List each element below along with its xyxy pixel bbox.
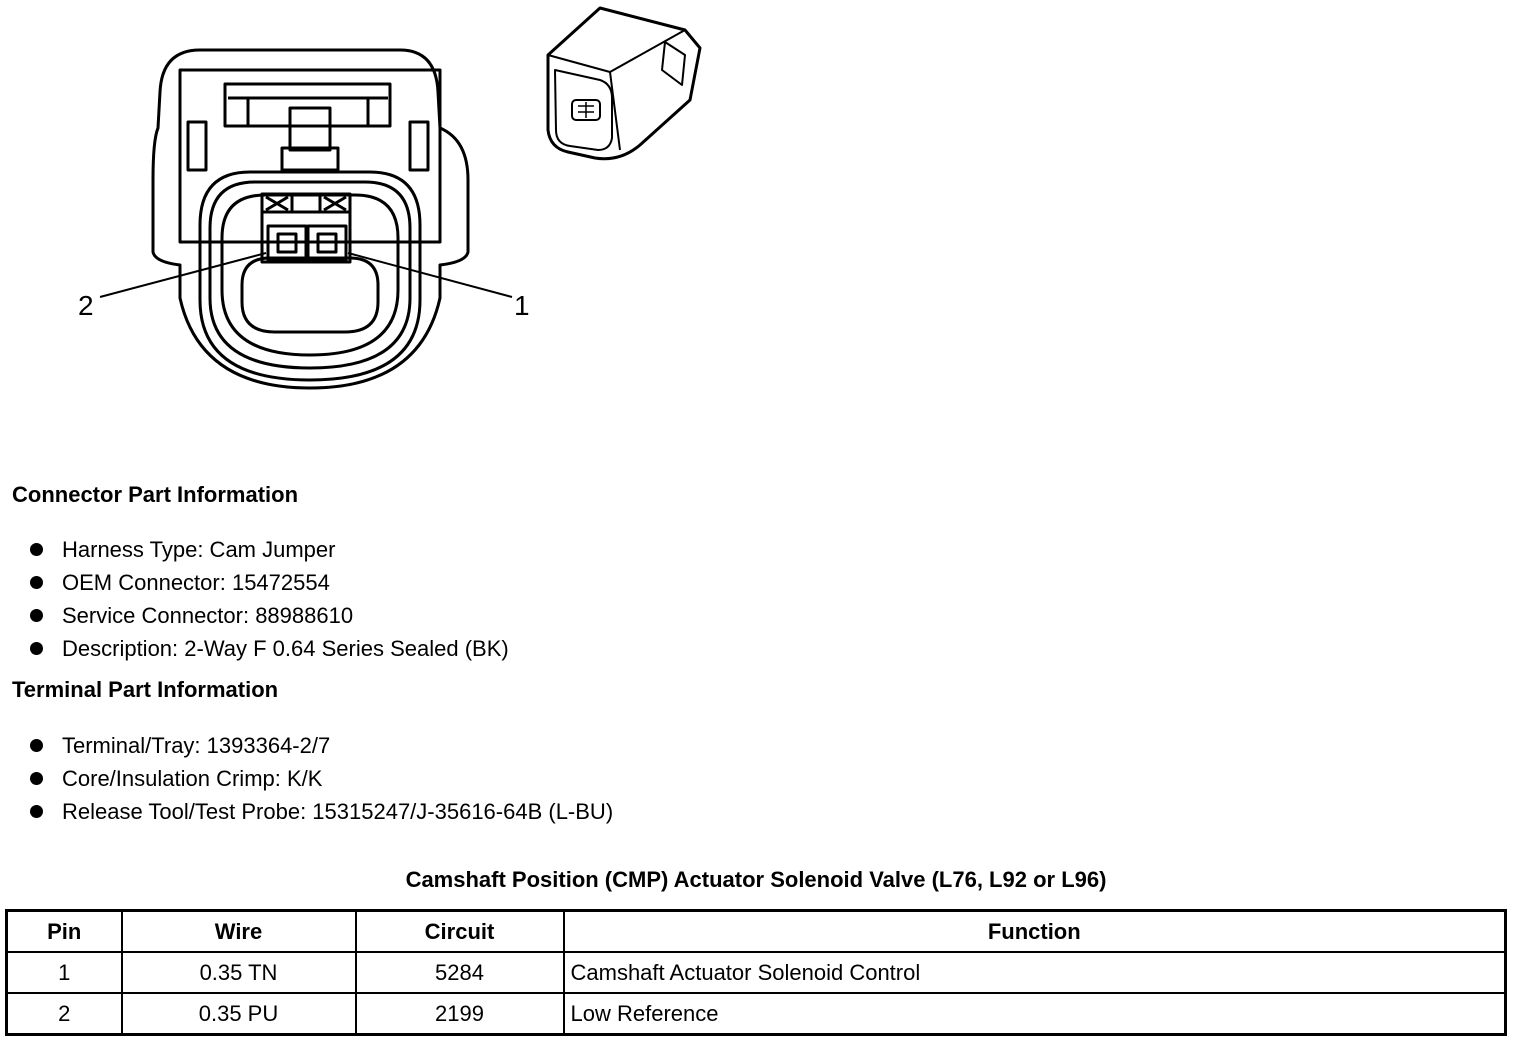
right-side-slot (410, 122, 428, 170)
connector-info-list (30, 533, 509, 665)
column-header-circuit: Circuit (356, 911, 564, 953)
table-header-row (7, 911, 1506, 953)
bullet-icon (30, 576, 43, 589)
housing-top-plate (180, 70, 440, 242)
pin-1-callout: 1 (514, 290, 530, 321)
latch-bar (228, 98, 388, 126)
terminal-info-heading: Terminal Part Information (12, 677, 279, 702)
iso-connector-face (555, 70, 612, 150)
list-item: Core/Insulation Crimp: K/K (30, 762, 613, 795)
list-item: OEM Connector: 15472554 (30, 566, 509, 599)
column-header-function: Function (564, 911, 1506, 953)
table-row (7, 993, 1506, 1035)
terminal-lock-x-right (324, 197, 346, 210)
latch-frame (225, 84, 390, 126)
terminal-lock-x-left (266, 197, 288, 210)
left-side-slot (188, 122, 206, 170)
list-item: Harness Type: Cam Jumper (30, 533, 509, 566)
circuit-cell: 2199 (356, 993, 564, 1035)
iso-connector-body (548, 8, 700, 159)
pin-cell: 2 (7, 993, 122, 1035)
wire-cell: 0.35 TN (122, 952, 356, 993)
connector-info-heading: Connector Part Information (12, 482, 299, 507)
connector-diagram (0, 0, 720, 400)
pin-table (5, 909, 1507, 1036)
terminal-cavity-well (242, 258, 378, 332)
function-cell: Camshaft Actuator Solenoid Control (564, 952, 1506, 993)
iso-connector-terminal-detail (578, 102, 594, 118)
table-row (7, 952, 1506, 993)
list-item: Terminal/Tray: 1393364-2/7 (30, 729, 613, 762)
list-item: Release Tool/Test Probe: 15315247/J-35616-64B (L-BU) (30, 795, 613, 828)
wire-cell: 0.35 PU (122, 993, 356, 1035)
circuit-cell: 5284 (356, 952, 564, 993)
iso-connector-latch (662, 42, 685, 85)
terminal-info-list (30, 729, 613, 828)
bullet-icon (30, 772, 43, 785)
bullet-icon (30, 609, 43, 622)
function-cell: Low Reference (564, 993, 1506, 1035)
list-item: Service Connector: 88988610 (30, 599, 509, 632)
pin-1-leader-line (348, 253, 512, 297)
bullet-icon (30, 543, 43, 556)
column-header-pin: Pin (7, 911, 122, 953)
column-header-wire: Wire (122, 911, 356, 953)
bullet-icon (30, 805, 43, 818)
bullet-icon (30, 739, 43, 752)
pin-cell: 1 (7, 952, 122, 993)
pin-table-title: Camshaft Position (CMP) Actuator Solenoid Valve (L76, L92 or L96) (405, 867, 1107, 892)
list-item: Description: 2-Way F 0.64 Series Sealed (BK) (30, 632, 509, 665)
pin-2-callout: 2 (78, 290, 94, 321)
latch-tab (290, 108, 330, 150)
bullet-icon (30, 642, 43, 655)
seal-ring-middle (210, 182, 410, 368)
